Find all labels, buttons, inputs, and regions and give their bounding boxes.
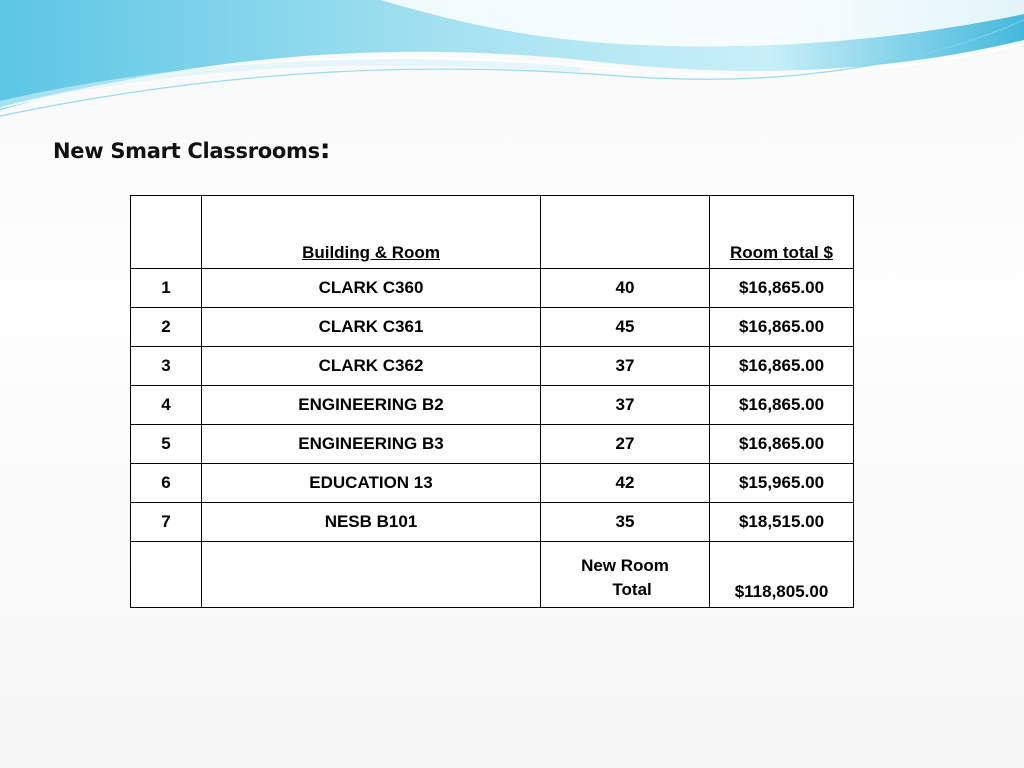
row-count: 40 bbox=[541, 269, 710, 308]
row-room: CLARK C362 bbox=[202, 347, 541, 386]
total-label-line2: Total bbox=[612, 580, 652, 599]
row-number: 6 bbox=[131, 464, 202, 503]
row-total: $16,865.00 bbox=[710, 347, 854, 386]
row-room: CLARK C361 bbox=[202, 308, 541, 347]
slide-title-text: New Smart Classrooms bbox=[53, 139, 320, 163]
row-room: EDUCATION 13 bbox=[202, 464, 541, 503]
row-room: CLARK C360 bbox=[202, 269, 541, 308]
row-room: ENGINEERING B2 bbox=[202, 386, 541, 425]
row-count: 37 bbox=[541, 347, 710, 386]
row-count: 35 bbox=[541, 503, 710, 542]
table-row bbox=[131, 269, 854, 308]
row-total: $16,865.00 bbox=[710, 308, 854, 347]
row-room: ENGINEERING B3 bbox=[202, 425, 541, 464]
row-number: 7 bbox=[131, 503, 202, 542]
total-label-cell bbox=[541, 542, 710, 608]
header-count bbox=[541, 196, 710, 269]
row-total: $16,865.00 bbox=[710, 425, 854, 464]
row-count: 37 bbox=[541, 386, 710, 425]
classrooms-table bbox=[130, 195, 854, 608]
total-label-line1: New Room bbox=[581, 556, 669, 575]
table-total-row bbox=[131, 542, 854, 608]
row-total: $15,965.00 bbox=[710, 464, 854, 503]
row-number: 1 bbox=[131, 269, 202, 308]
row-total: $18,515.00 bbox=[710, 503, 854, 542]
row-total: $16,865.00 bbox=[710, 269, 854, 308]
row-number: 2 bbox=[131, 308, 202, 347]
row-count: 45 bbox=[541, 308, 710, 347]
total-label bbox=[581, 554, 669, 602]
row-number: 4 bbox=[131, 386, 202, 425]
header-room-total: Room total $ bbox=[710, 196, 854, 269]
table-row bbox=[131, 503, 854, 542]
row-room: NESB B101 bbox=[202, 503, 541, 542]
decorative-wave-banner bbox=[0, 0, 1024, 130]
slide-title-colon: : bbox=[319, 134, 331, 165]
total-empty-cell bbox=[131, 542, 202, 608]
slide-title bbox=[53, 134, 330, 165]
table-row bbox=[131, 347, 854, 386]
table-header-row bbox=[131, 196, 854, 269]
row-total: $16,865.00 bbox=[710, 386, 854, 425]
row-number: 5 bbox=[131, 425, 202, 464]
table-row bbox=[131, 308, 854, 347]
table-row bbox=[131, 464, 854, 503]
row-count: 27 bbox=[541, 425, 710, 464]
header-building-room: Building & Room bbox=[202, 196, 541, 269]
row-number: 3 bbox=[131, 347, 202, 386]
table-row bbox=[131, 425, 854, 464]
row-count: 42 bbox=[541, 464, 710, 503]
grand-total-value: $118,805.00 bbox=[710, 542, 854, 608]
table-row bbox=[131, 386, 854, 425]
header-number bbox=[131, 196, 202, 269]
total-empty-cell bbox=[202, 542, 541, 608]
